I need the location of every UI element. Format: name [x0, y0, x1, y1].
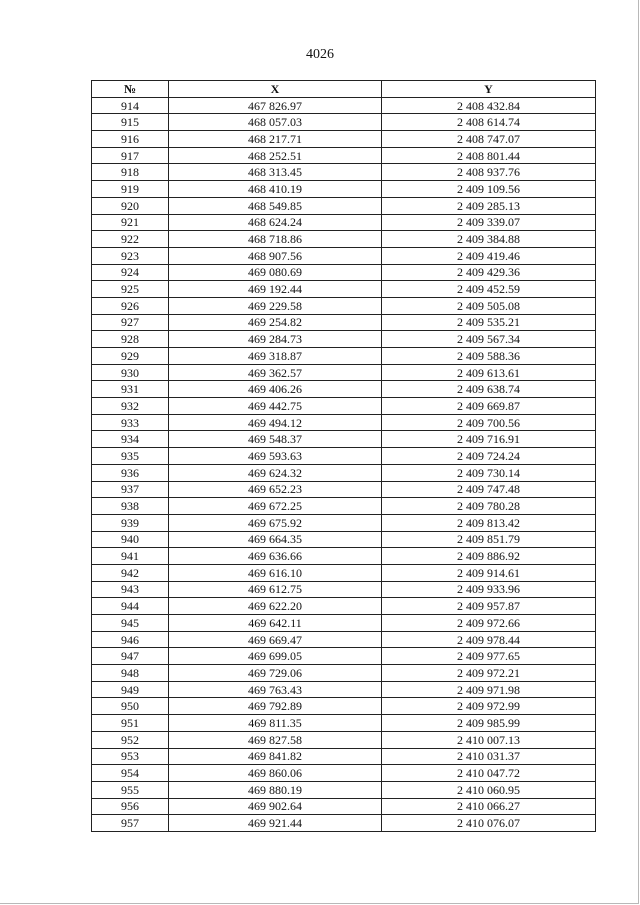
table-row	[92, 681, 596, 698]
point-number-cell: 950	[92, 698, 169, 715]
x-coordinate-cell: 469 763.43	[169, 681, 382, 698]
x-coordinate-cell: 469 636.66	[169, 548, 382, 565]
y-coordinate-cell: 2 409 638.74	[382, 381, 596, 398]
point-number-cell: 930	[92, 364, 169, 381]
x-coordinate-cell: 469 672.25	[169, 498, 382, 515]
point-number-cell: 915	[92, 114, 169, 131]
x-coordinate-cell: 469 494.12	[169, 414, 382, 431]
y-coordinate-cell: 2 409 669.87	[382, 398, 596, 415]
x-coordinate-cell: 469 284.73	[169, 331, 382, 348]
point-number-cell: 934	[92, 431, 169, 448]
y-coordinate-cell: 2 410 031.37	[382, 748, 596, 765]
x-coordinate-cell: 469 229.58	[169, 297, 382, 314]
point-number-cell: 954	[92, 765, 169, 782]
x-coordinate-cell: 468 057.03	[169, 114, 382, 131]
x-coordinate-cell: 468 410.19	[169, 181, 382, 198]
point-number-cell: 951	[92, 715, 169, 732]
table-row	[92, 331, 596, 348]
y-coordinate-cell: 2 409 505.08	[382, 297, 596, 314]
y-coordinate-cell: 2 409 384.88	[382, 231, 596, 248]
table-row	[92, 748, 596, 765]
x-coordinate-cell: 469 902.64	[169, 798, 382, 815]
x-coordinate-cell: 469 548.37	[169, 431, 382, 448]
table-row	[92, 414, 596, 431]
y-coordinate-cell: 2 409 985.99	[382, 715, 596, 732]
point-number-cell: 940	[92, 531, 169, 548]
table-row	[92, 698, 596, 715]
table-row	[92, 564, 596, 581]
point-number-cell: 937	[92, 481, 169, 498]
y-coordinate-cell: 2 409 419.46	[382, 247, 596, 264]
y-coordinate-cell: 2 409 977.65	[382, 648, 596, 665]
table-header-row	[92, 81, 596, 98]
x-coordinate-cell: 469 921.44	[169, 815, 382, 832]
table-row	[92, 147, 596, 164]
table-row	[92, 665, 596, 682]
point-number-cell: 953	[92, 748, 169, 765]
y-coordinate-cell: 2 409 978.44	[382, 631, 596, 648]
point-number-cell: 946	[92, 631, 169, 648]
table-row	[92, 448, 596, 465]
table-row	[92, 798, 596, 815]
table-row	[92, 731, 596, 748]
y-coordinate-cell: 2 409 957.87	[382, 598, 596, 615]
header-x: X	[169, 81, 382, 98]
y-coordinate-cell: 2 409 588.36	[382, 348, 596, 365]
y-coordinate-cell: 2 409 972.99	[382, 698, 596, 715]
y-coordinate-cell: 2 410 076.07	[382, 815, 596, 832]
x-coordinate-cell: 469 841.82	[169, 748, 382, 765]
y-coordinate-cell: 2 408 432.84	[382, 97, 596, 114]
point-number-cell: 936	[92, 464, 169, 481]
x-coordinate-cell: 469 642.11	[169, 615, 382, 632]
y-coordinate-cell: 2 409 886.92	[382, 548, 596, 565]
y-coordinate-cell: 2 409 851.79	[382, 531, 596, 548]
table-row	[92, 781, 596, 798]
y-coordinate-cell: 2 409 747.48	[382, 481, 596, 498]
point-number-cell: 957	[92, 815, 169, 832]
y-coordinate-cell: 2 410 007.13	[382, 731, 596, 748]
header-y: Y	[382, 81, 596, 98]
x-coordinate-cell: 469 880.19	[169, 781, 382, 798]
y-coordinate-cell: 2 409 339.07	[382, 214, 596, 231]
x-coordinate-cell: 469 675.92	[169, 514, 382, 531]
x-coordinate-cell: 469 612.75	[169, 581, 382, 598]
x-coordinate-cell: 469 406.26	[169, 381, 382, 398]
y-coordinate-cell: 2 409 535.21	[382, 314, 596, 331]
y-coordinate-cell: 2 409 285.13	[382, 197, 596, 214]
table-row	[92, 815, 596, 832]
point-number-cell: 948	[92, 665, 169, 682]
point-number-cell: 923	[92, 247, 169, 264]
x-coordinate-cell: 469 318.87	[169, 348, 382, 365]
table-row	[92, 231, 596, 248]
table-row	[92, 548, 596, 565]
y-coordinate-cell: 2 409 933.96	[382, 581, 596, 598]
x-coordinate-cell: 468 718.86	[169, 231, 382, 248]
y-coordinate-cell: 2 408 614.74	[382, 114, 596, 131]
table-row	[92, 247, 596, 264]
y-coordinate-cell: 2 408 801.44	[382, 147, 596, 164]
point-number-cell: 927	[92, 314, 169, 331]
point-number-cell: 926	[92, 297, 169, 314]
point-number-cell: 947	[92, 648, 169, 665]
point-number-cell: 945	[92, 615, 169, 632]
point-number-cell: 916	[92, 131, 169, 148]
y-coordinate-cell: 2 409 813.42	[382, 514, 596, 531]
table-row	[92, 615, 596, 632]
x-coordinate-cell: 469 616.10	[169, 564, 382, 581]
table-row	[92, 214, 596, 231]
x-coordinate-cell: 469 792.89	[169, 698, 382, 715]
x-coordinate-cell: 469 664.35	[169, 531, 382, 548]
y-coordinate-cell: 2 409 971.98	[382, 681, 596, 698]
point-number-cell: 941	[92, 548, 169, 565]
table-row	[92, 648, 596, 665]
coordinates-table	[91, 80, 596, 832]
x-coordinate-cell: 469 622.20	[169, 598, 382, 615]
table-row	[92, 631, 596, 648]
x-coordinate-cell: 469 729.06	[169, 665, 382, 682]
point-number-cell: 931	[92, 381, 169, 398]
point-number-cell: 932	[92, 398, 169, 415]
x-coordinate-cell: 468 907.56	[169, 247, 382, 264]
table-row	[92, 131, 596, 148]
point-number-cell: 952	[92, 731, 169, 748]
y-coordinate-cell: 2 409 613.61	[382, 364, 596, 381]
point-number-cell: 920	[92, 197, 169, 214]
table-row	[92, 197, 596, 214]
x-coordinate-cell: 469 699.05	[169, 648, 382, 665]
x-coordinate-cell: 469 254.82	[169, 314, 382, 331]
x-coordinate-cell: 469 652.23	[169, 481, 382, 498]
x-coordinate-cell: 468 217.71	[169, 131, 382, 148]
table-row	[92, 431, 596, 448]
x-coordinate-cell: 469 442.75	[169, 398, 382, 415]
point-number-cell: 949	[92, 681, 169, 698]
point-number-cell: 925	[92, 281, 169, 298]
x-coordinate-cell: 468 252.51	[169, 147, 382, 164]
x-coordinate-cell: 469 669.47	[169, 631, 382, 648]
y-coordinate-cell: 2 409 972.66	[382, 615, 596, 632]
point-number-cell: 921	[92, 214, 169, 231]
y-coordinate-cell: 2 408 937.76	[382, 164, 596, 181]
y-coordinate-cell: 2 409 429.36	[382, 264, 596, 281]
x-coordinate-cell: 469 192.44	[169, 281, 382, 298]
x-coordinate-cell: 467 826.97	[169, 97, 382, 114]
y-coordinate-cell: 2 409 724.24	[382, 448, 596, 465]
x-coordinate-cell: 468 549.85	[169, 197, 382, 214]
y-coordinate-cell: 2 409 716.91	[382, 431, 596, 448]
y-coordinate-cell: 2 410 066.27	[382, 798, 596, 815]
table-row	[92, 498, 596, 515]
x-coordinate-cell: 468 624.24	[169, 214, 382, 231]
table-row	[92, 464, 596, 481]
point-number-cell: 914	[92, 97, 169, 114]
point-number-cell: 939	[92, 514, 169, 531]
table-row	[92, 765, 596, 782]
point-number-cell: 955	[92, 781, 169, 798]
table-body	[92, 97, 596, 831]
y-coordinate-cell: 2 410 047.72	[382, 765, 596, 782]
y-coordinate-cell: 2 409 730.14	[382, 464, 596, 481]
point-number-cell: 942	[92, 564, 169, 581]
table-row	[92, 514, 596, 531]
point-number-cell: 935	[92, 448, 169, 465]
table-row	[92, 164, 596, 181]
point-number-cell: 943	[92, 581, 169, 598]
x-coordinate-cell: 468 313.45	[169, 164, 382, 181]
table-row	[92, 398, 596, 415]
x-coordinate-cell: 469 860.06	[169, 765, 382, 782]
point-number-cell: 933	[92, 414, 169, 431]
table-row	[92, 481, 596, 498]
y-coordinate-cell: 2 409 914.61	[382, 564, 596, 581]
table-row	[92, 97, 596, 114]
table-row	[92, 264, 596, 281]
point-number-cell: 924	[92, 264, 169, 281]
table-row	[92, 381, 596, 398]
point-number-cell: 918	[92, 164, 169, 181]
table-row	[92, 598, 596, 615]
x-coordinate-cell: 469 827.58	[169, 731, 382, 748]
point-number-cell: 917	[92, 147, 169, 164]
point-number-cell: 944	[92, 598, 169, 615]
page-number: 4026	[306, 47, 334, 62]
y-coordinate-cell: 2 410 060.95	[382, 781, 596, 798]
table-row	[92, 364, 596, 381]
table-row	[92, 181, 596, 198]
table-row	[92, 581, 596, 598]
x-coordinate-cell: 469 811.35	[169, 715, 382, 732]
table-row	[92, 114, 596, 131]
y-coordinate-cell: 2 409 109.56	[382, 181, 596, 198]
y-coordinate-cell: 2 409 567.34	[382, 331, 596, 348]
table-row	[92, 531, 596, 548]
x-coordinate-cell: 469 362.57	[169, 364, 382, 381]
y-coordinate-cell: 2 409 972.21	[382, 665, 596, 682]
y-coordinate-cell: 2 409 700.56	[382, 414, 596, 431]
table-row	[92, 314, 596, 331]
point-number-cell: 929	[92, 348, 169, 365]
table-row	[92, 715, 596, 732]
y-coordinate-cell: 2 409 780.28	[382, 498, 596, 515]
y-coordinate-cell: 2 408 747.07	[382, 131, 596, 148]
y-coordinate-cell: 2 409 452.59	[382, 281, 596, 298]
table-row	[92, 297, 596, 314]
header-number: №	[92, 81, 169, 98]
point-number-cell: 956	[92, 798, 169, 815]
point-number-cell: 919	[92, 181, 169, 198]
table-row	[92, 281, 596, 298]
x-coordinate-cell: 469 624.32	[169, 464, 382, 481]
point-number-cell: 928	[92, 331, 169, 348]
table-row	[92, 348, 596, 365]
x-coordinate-cell: 469 593.63	[169, 448, 382, 465]
point-number-cell: 922	[92, 231, 169, 248]
point-number-cell: 938	[92, 498, 169, 515]
x-coordinate-cell: 469 080.69	[169, 264, 382, 281]
